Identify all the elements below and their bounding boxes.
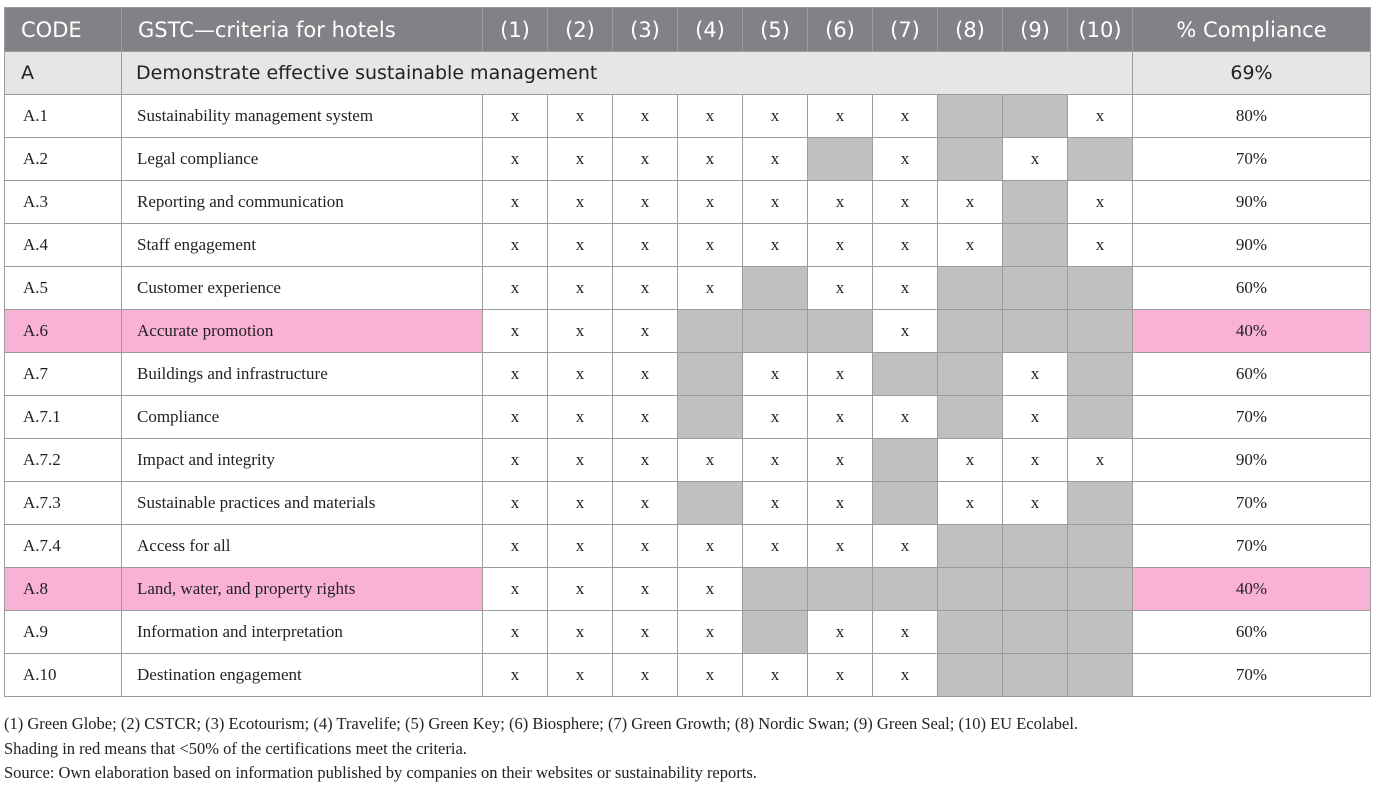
criteria-row xyxy=(5,482,1371,525)
criteria-not-met-cell-10 xyxy=(1068,396,1133,439)
criteria-not-met-cell-7 xyxy=(873,353,938,396)
criteria-met-cell-6: x xyxy=(808,181,873,224)
criteria-met-cell-1: x xyxy=(483,396,548,439)
criteria-met-cell-3: x xyxy=(613,396,678,439)
criteria-row xyxy=(5,611,1371,654)
criteria-code: A.8 xyxy=(5,568,122,611)
criteria-met-cell-3: x xyxy=(613,267,678,310)
header-cert-2: (2) xyxy=(548,8,613,52)
criteria-met-cell-3: x xyxy=(613,138,678,181)
criteria-met-cell-9: x xyxy=(1003,439,1068,482)
criteria-met-cell-3: x xyxy=(613,181,678,224)
header-row xyxy=(5,8,1371,52)
criteria-not-met-cell-8 xyxy=(938,654,1003,697)
header-cert-4: (4) xyxy=(678,8,743,52)
criteria-not-met-cell-10 xyxy=(1068,654,1133,697)
compliance-value: 90% xyxy=(1133,181,1371,224)
criteria-row xyxy=(5,396,1371,439)
compliance-value: 40% xyxy=(1133,310,1371,353)
criteria-code: A.2 xyxy=(5,138,122,181)
header-code: CODE xyxy=(5,8,122,52)
criteria-met-cell-7: x xyxy=(873,224,938,267)
criteria-not-met-cell-10 xyxy=(1068,482,1133,525)
criteria-met-cell-7: x xyxy=(873,654,938,697)
criteria-name: Buildings and infrastructure xyxy=(122,353,483,396)
shading-note: Shading in red means that <50% of the certifications meet the criteria. xyxy=(4,738,467,758)
criteria-met-cell-9: x xyxy=(1003,138,1068,181)
criteria-name: Customer experience xyxy=(122,267,483,310)
criteria-met-cell-10: x xyxy=(1068,439,1133,482)
criteria-not-met-cell-6 xyxy=(808,310,873,353)
criteria-met-cell-7: x xyxy=(873,267,938,310)
criteria-met-cell-9: x xyxy=(1003,396,1068,439)
criteria-met-cell-6: x xyxy=(808,267,873,310)
criteria-met-cell-6: x xyxy=(808,654,873,697)
criteria-row xyxy=(5,267,1371,310)
criteria-met-cell-2: x xyxy=(548,568,613,611)
criteria-met-cell-2: x xyxy=(548,611,613,654)
criteria-not-met-cell-4 xyxy=(678,353,743,396)
criteria-met-cell-9: x xyxy=(1003,482,1068,525)
criteria-met-cell-2: x xyxy=(548,439,613,482)
criteria-not-met-cell-4 xyxy=(678,396,743,439)
criteria-met-cell-5: x xyxy=(743,525,808,568)
criteria-met-cell-1: x xyxy=(483,181,548,224)
criteria-not-met-cell-8 xyxy=(938,611,1003,654)
header-compliance: % Compliance xyxy=(1133,8,1371,52)
criteria-met-cell-5: x xyxy=(743,482,808,525)
criteria-row xyxy=(5,181,1371,224)
criteria-met-cell-2: x xyxy=(548,654,613,697)
criteria-code: A.9 xyxy=(5,611,122,654)
criteria-not-met-cell-7 xyxy=(873,568,938,611)
criteria-met-cell-3: x xyxy=(613,568,678,611)
criteria-not-met-cell-9 xyxy=(1003,224,1068,267)
criteria-met-cell-5: x xyxy=(743,181,808,224)
criteria-met-cell-1: x xyxy=(483,654,548,697)
compliance-value: 70% xyxy=(1133,654,1371,697)
criteria-not-met-cell-10 xyxy=(1068,310,1133,353)
criteria-met-cell-2: x xyxy=(548,353,613,396)
criteria-met-cell-1: x xyxy=(483,568,548,611)
compliance-value: 70% xyxy=(1133,525,1371,568)
criteria-met-cell-7: x xyxy=(873,310,938,353)
criteria-row xyxy=(5,654,1371,697)
section-title: Demonstrate effective sustainable management xyxy=(122,52,1133,95)
criteria-met-cell-6: x xyxy=(808,611,873,654)
criteria-not-met-cell-7 xyxy=(873,482,938,525)
criteria-met-cell-5: x xyxy=(743,224,808,267)
criteria-not-met-cell-9 xyxy=(1003,95,1068,138)
criteria-met-cell-3: x xyxy=(613,310,678,353)
header-cert-7: (7) xyxy=(873,8,938,52)
header-cert-1: (1) xyxy=(483,8,548,52)
header-cert-9: (9) xyxy=(1003,8,1068,52)
criteria-met-cell-1: x xyxy=(483,95,548,138)
criteria-name: Compliance xyxy=(122,396,483,439)
criteria-not-met-cell-10 xyxy=(1068,611,1133,654)
criteria-name: Access for all xyxy=(122,525,483,568)
criteria-row xyxy=(5,138,1371,181)
criteria-met-cell-3: x xyxy=(613,654,678,697)
criteria-met-cell-8: x xyxy=(938,181,1003,224)
header-criteria: GSTC—criteria for hotels xyxy=(122,8,483,52)
criteria-name: Staff engagement xyxy=(122,224,483,267)
criteria-not-met-cell-8 xyxy=(938,568,1003,611)
criteria-name: Legal compliance xyxy=(122,138,483,181)
criteria-name: Destination engagement xyxy=(122,654,483,697)
criteria-met-cell-2: x xyxy=(548,310,613,353)
header-cert-6: (6) xyxy=(808,8,873,52)
criteria-met-cell-2: x xyxy=(548,525,613,568)
criteria-met-cell-2: x xyxy=(548,396,613,439)
criteria-met-cell-1: x xyxy=(483,611,548,654)
criteria-name: Impact and integrity xyxy=(122,439,483,482)
criteria-met-cell-9: x xyxy=(1003,353,1068,396)
criteria-not-met-cell-5 xyxy=(743,267,808,310)
criteria-code: A.6 xyxy=(5,310,122,353)
criteria-row xyxy=(5,95,1371,138)
criteria-name: Land, water, and property rights xyxy=(122,568,483,611)
criteria-met-cell-4: x xyxy=(678,181,743,224)
compliance-value: 60% xyxy=(1133,611,1371,654)
criteria-code: A.3 xyxy=(5,181,122,224)
criteria-met-cell-4: x xyxy=(678,525,743,568)
criteria-code: A.5 xyxy=(5,267,122,310)
criteria-met-cell-4: x xyxy=(678,95,743,138)
source-note: Source: Own elaboration based on information published by companies on their websites or sustainability reports. xyxy=(4,763,757,782)
criteria-met-cell-10: x xyxy=(1068,224,1133,267)
criteria-met-cell-1: x xyxy=(483,353,548,396)
compliance-value: 70% xyxy=(1133,138,1371,181)
criteria-met-cell-10: x xyxy=(1068,181,1133,224)
criteria-name: Sustainable practices and materials xyxy=(122,482,483,525)
criteria-not-met-cell-9 xyxy=(1003,267,1068,310)
criteria-met-cell-10: x xyxy=(1068,95,1133,138)
criteria-met-cell-3: x xyxy=(613,95,678,138)
criteria-met-cell-2: x xyxy=(548,95,613,138)
gstc-criteria-table xyxy=(4,7,1371,697)
criteria-not-met-cell-8 xyxy=(938,138,1003,181)
criteria-met-cell-5: x xyxy=(743,138,808,181)
criteria-not-met-cell-5 xyxy=(743,611,808,654)
criteria-met-cell-6: x xyxy=(808,353,873,396)
criteria-met-cell-1: x xyxy=(483,310,548,353)
criteria-code: A.7 xyxy=(5,353,122,396)
criteria-not-met-cell-8 xyxy=(938,310,1003,353)
criteria-not-met-cell-10 xyxy=(1068,138,1133,181)
criteria-not-met-cell-5 xyxy=(743,310,808,353)
criteria-not-met-cell-8 xyxy=(938,267,1003,310)
criteria-code: A.7.2 xyxy=(5,439,122,482)
criteria-not-met-cell-9 xyxy=(1003,654,1068,697)
header-cert-5: (5) xyxy=(743,8,808,52)
criteria-met-cell-5: x xyxy=(743,353,808,396)
compliance-value: 40% xyxy=(1133,568,1371,611)
criteria-met-cell-2: x xyxy=(548,138,613,181)
criteria-not-met-cell-5 xyxy=(743,568,808,611)
criteria-met-cell-4: x xyxy=(678,267,743,310)
criteria-code: A.7.1 xyxy=(5,396,122,439)
criteria-met-cell-4: x xyxy=(678,611,743,654)
criteria-met-cell-3: x xyxy=(613,353,678,396)
compliance-value: 60% xyxy=(1133,267,1371,310)
compliance-value: 60% xyxy=(1133,353,1371,396)
criteria-met-cell-7: x xyxy=(873,138,938,181)
criteria-met-cell-7: x xyxy=(873,95,938,138)
criteria-not-met-cell-9 xyxy=(1003,611,1068,654)
criteria-met-cell-7: x xyxy=(873,181,938,224)
criteria-name: Reporting and communication xyxy=(122,181,483,224)
criteria-met-cell-2: x xyxy=(548,224,613,267)
criteria-not-met-cell-4 xyxy=(678,482,743,525)
criteria-not-met-cell-9 xyxy=(1003,525,1068,568)
criteria-code: A.7.4 xyxy=(5,525,122,568)
criteria-not-met-cell-9 xyxy=(1003,310,1068,353)
criteria-code: A.7.3 xyxy=(5,482,122,525)
criteria-met-cell-3: x xyxy=(613,439,678,482)
header-cert-3: (3) xyxy=(613,8,678,52)
compliance-value: 70% xyxy=(1133,482,1371,525)
criteria-met-cell-5: x xyxy=(743,396,808,439)
criteria-code: A.10 xyxy=(5,654,122,697)
header-cert-8: (8) xyxy=(938,8,1003,52)
criteria-met-cell-1: x xyxy=(483,267,548,310)
criteria-name: Sustainability management system xyxy=(122,95,483,138)
criteria-met-cell-7: x xyxy=(873,525,938,568)
compliance-value: 80% xyxy=(1133,95,1371,138)
criteria-row xyxy=(5,525,1371,568)
criteria-met-cell-8: x xyxy=(938,482,1003,525)
compliance-value: 70% xyxy=(1133,396,1371,439)
criteria-met-cell-3: x xyxy=(613,525,678,568)
criteria-met-cell-3: x xyxy=(613,224,678,267)
criteria-met-cell-6: x xyxy=(808,439,873,482)
criteria-name: Accurate promotion xyxy=(122,310,483,353)
criteria-met-cell-6: x xyxy=(808,95,873,138)
criteria-name: Information and interpretation xyxy=(122,611,483,654)
criteria-met-cell-4: x xyxy=(678,138,743,181)
criteria-met-cell-6: x xyxy=(808,525,873,568)
criteria-not-met-cell-10 xyxy=(1068,267,1133,310)
compliance-value: 90% xyxy=(1133,224,1371,267)
criteria-met-cell-8: x xyxy=(938,224,1003,267)
criteria-met-cell-6: x xyxy=(808,396,873,439)
criteria-met-cell-3: x xyxy=(613,611,678,654)
criteria-met-cell-4: x xyxy=(678,568,743,611)
criteria-met-cell-5: x xyxy=(743,439,808,482)
criteria-not-met-cell-7 xyxy=(873,439,938,482)
criteria-not-met-cell-9 xyxy=(1003,568,1068,611)
criteria-not-met-cell-8 xyxy=(938,95,1003,138)
section-row xyxy=(5,52,1371,95)
criteria-row xyxy=(5,568,1371,611)
criteria-not-met-cell-8 xyxy=(938,525,1003,568)
criteria-met-cell-1: x xyxy=(483,224,548,267)
criteria-met-cell-7: x xyxy=(873,396,938,439)
criteria-code: A.4 xyxy=(5,224,122,267)
section-code: A xyxy=(5,52,122,95)
criteria-row xyxy=(5,224,1371,267)
criteria-met-cell-2: x xyxy=(548,267,613,310)
criteria-not-met-cell-6 xyxy=(808,138,873,181)
table-notes xyxy=(4,712,1370,786)
criteria-met-cell-3: x xyxy=(613,482,678,525)
criteria-not-met-cell-10 xyxy=(1068,353,1133,396)
criteria-met-cell-1: x xyxy=(483,138,548,181)
criteria-met-cell-2: x xyxy=(548,482,613,525)
criteria-code: A.1 xyxy=(5,95,122,138)
criteria-met-cell-6: x xyxy=(808,482,873,525)
certification-legend: (1) Green Globe; (2) CSTCR; (3) Ecotourism; (4) Travelife; (5) Green Key; (6) Biosphere; (7) Green Growth; (8) Nordic Swan; (9) Green Seal; (10) EU Ecolabel. xyxy=(4,714,1079,733)
criteria-not-met-cell-10 xyxy=(1068,568,1133,611)
criteria-met-cell-2: x xyxy=(548,181,613,224)
criteria-met-cell-4: x xyxy=(678,654,743,697)
criteria-not-met-cell-6 xyxy=(808,568,873,611)
criteria-not-met-cell-9 xyxy=(1003,181,1068,224)
header-cert-10: (10) xyxy=(1068,8,1133,52)
criteria-met-cell-1: x xyxy=(483,439,548,482)
criteria-met-cell-4: x xyxy=(678,439,743,482)
criteria-met-cell-7: x xyxy=(873,611,938,654)
criteria-met-cell-6: x xyxy=(808,224,873,267)
criteria-row xyxy=(5,310,1371,353)
compliance-value: 90% xyxy=(1133,439,1371,482)
criteria-not-met-cell-8 xyxy=(938,396,1003,439)
criteria-not-met-cell-10 xyxy=(1068,525,1133,568)
criteria-met-cell-5: x xyxy=(743,95,808,138)
criteria-row xyxy=(5,353,1371,396)
criteria-row xyxy=(5,439,1371,482)
criteria-met-cell-8: x xyxy=(938,439,1003,482)
criteria-met-cell-1: x xyxy=(483,525,548,568)
criteria-not-met-cell-4 xyxy=(678,310,743,353)
section-compliance: 69% xyxy=(1133,52,1371,95)
criteria-not-met-cell-8 xyxy=(938,353,1003,396)
criteria-met-cell-4: x xyxy=(678,224,743,267)
criteria-met-cell-5: x xyxy=(743,654,808,697)
criteria-met-cell-1: x xyxy=(483,482,548,525)
